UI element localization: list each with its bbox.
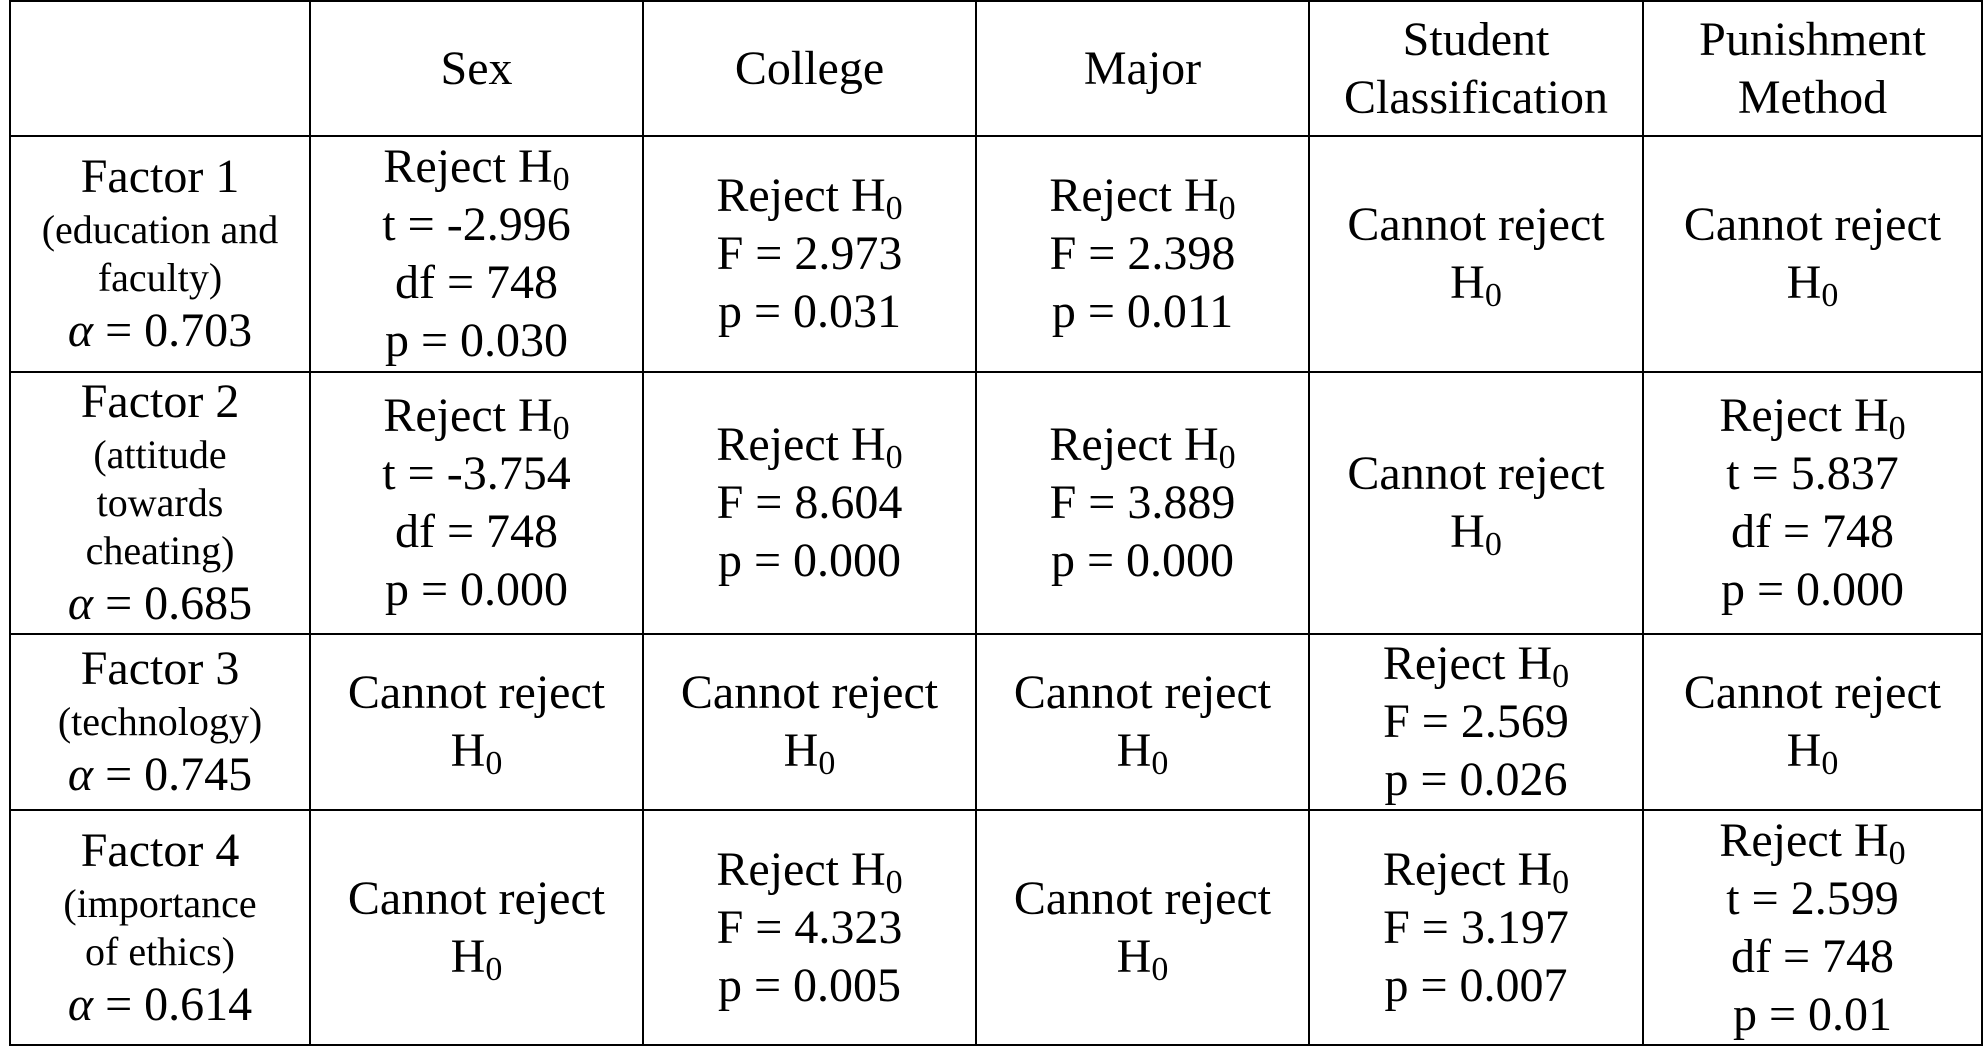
h-subscript: 0 <box>485 745 503 782</box>
result-line <box>1644 812 1981 870</box>
factor-description: (technology) <box>57 699 263 744</box>
test-statistic: p = 0.000 <box>717 534 902 587</box>
result-cell-major <box>976 136 1309 372</box>
test-statistic: df = 748 <box>394 505 559 558</box>
result-cell-sex <box>310 136 643 372</box>
test-statistic: F = 2.398 <box>1049 227 1236 280</box>
null-hypothesis <box>311 928 642 986</box>
header-college <box>643 1 976 136</box>
cronbach-alpha <box>11 302 309 360</box>
h-subscript: 0 <box>485 950 503 988</box>
result-line <box>977 167 1308 225</box>
h-letter: H <box>450 929 486 983</box>
h-letter: H <box>517 140 553 193</box>
result-text: Reject <box>1719 389 1842 442</box>
result-line <box>1310 635 1642 693</box>
factor-description: (attitude <box>93 432 227 477</box>
result-text: Cannot reject <box>680 666 939 719</box>
result-line <box>1310 841 1642 899</box>
test-statistic: F = 4.323 <box>716 900 903 954</box>
alpha-symbol: α <box>67 748 94 801</box>
alpha-symbol: α <box>67 304 94 357</box>
factor-description: faculty) <box>97 255 223 300</box>
h-subscript: 0 <box>818 745 836 782</box>
h-subscript: 0 <box>1821 277 1839 314</box>
h-letter: H <box>850 842 886 896</box>
result-cell-student-classification <box>1309 136 1643 372</box>
h-letter: H <box>1517 637 1553 690</box>
factor-cell <box>10 136 310 372</box>
h-subscript: 0 <box>1151 950 1169 988</box>
test-statistic: p = 0.007 <box>1384 958 1568 1012</box>
header-row <box>10 1 1982 136</box>
factor-description: (importance <box>63 880 257 926</box>
test-statistic: F = 3.889 <box>1049 476 1236 529</box>
result-text: Cannot reject <box>1683 198 1942 251</box>
h-subscript: 0 <box>552 410 570 447</box>
h-subscript: 0 <box>1552 863 1570 901</box>
result-cell-college <box>643 136 976 372</box>
header-punishment-method <box>1643 1 1982 136</box>
h-subscript: 0 <box>885 439 903 476</box>
h-letter: H <box>783 724 819 777</box>
h-subscript: 0 <box>1151 745 1169 782</box>
h-letter: H <box>517 389 553 442</box>
result-text: Cannot reject <box>1347 447 1605 500</box>
factor-description: of ethics) <box>85 928 235 974</box>
factor-cell <box>10 810 310 1045</box>
test-statistic: t = 2.599 <box>1726 871 1899 925</box>
test-statistic: F = 8.604 <box>716 476 903 529</box>
table-row <box>10 634 1982 810</box>
test-statistic: t = -2.996 <box>382 198 571 251</box>
header-sex-label: Sex <box>440 41 513 95</box>
result-cell-punishment-method <box>1643 810 1982 1045</box>
h-letter: H <box>1183 418 1219 471</box>
h-subscript: 0 <box>1552 658 1570 695</box>
header-student-classification <box>1309 1 1643 136</box>
result-cell-major <box>976 634 1309 810</box>
result-text: Cannot reject <box>1013 871 1272 925</box>
h-letter: H <box>1517 842 1553 896</box>
result-cell-major <box>976 372 1309 634</box>
test-statistic: p = 0.026 <box>1384 753 1568 806</box>
cronbach-alpha <box>11 976 309 1034</box>
table-row <box>10 136 1982 372</box>
header-major-label: Major <box>1083 41 1202 95</box>
result-cell-punishment-method <box>1643 136 1982 372</box>
h-subscript: 0 <box>1821 745 1839 782</box>
header-sex <box>310 1 643 136</box>
header-major <box>976 1 1309 136</box>
result-cell-student-classification <box>1309 372 1643 634</box>
result-line <box>644 167 975 225</box>
cronbach-alpha <box>11 746 309 804</box>
h-subscript: 0 <box>552 161 570 198</box>
result-text: Cannot reject <box>347 871 606 925</box>
result-cell-punishment-method <box>1643 634 1982 810</box>
result-text: Reject <box>383 140 506 193</box>
result-line <box>1644 387 1981 445</box>
header-label-line: Student <box>1402 12 1550 66</box>
h-subscript: 0 <box>1218 190 1236 227</box>
result-text: Reject <box>1719 813 1842 867</box>
result-line <box>311 138 642 196</box>
result-text: Cannot reject <box>1683 666 1942 719</box>
result-cell-student-classification <box>1309 634 1643 810</box>
test-statistic: t = -3.754 <box>382 447 571 500</box>
result-text: Cannot reject <box>1013 666 1272 719</box>
null-hypothesis <box>977 722 1308 780</box>
test-statistic: df = 748 <box>1730 929 1895 983</box>
h-letter: H <box>850 418 886 471</box>
null-hypothesis <box>977 928 1308 986</box>
alpha-value: = 0.745 <box>93 748 253 801</box>
result-text: Reject <box>383 389 506 442</box>
result-text: Reject <box>1049 418 1172 471</box>
test-statistic: p = 0.031 <box>717 285 902 338</box>
h-letter: H <box>1786 724 1822 777</box>
h-subscript: 0 <box>885 863 903 901</box>
null-hypothesis <box>1310 254 1642 312</box>
h-letter: H <box>1786 256 1822 309</box>
result-cell-sex <box>310 810 643 1045</box>
result-line <box>977 416 1308 474</box>
header-label-line: Classification <box>1344 70 1608 124</box>
h-subscript: 0 <box>1888 834 1906 872</box>
h-subscript: 0 <box>1888 410 1906 447</box>
corner-cell <box>10 1 310 136</box>
result-text: Cannot reject <box>1347 198 1605 251</box>
test-statistic: p = 0.011 <box>1051 285 1234 338</box>
factor-description: towards <box>96 480 224 525</box>
table-row <box>10 372 1982 634</box>
test-statistic: p = 0.01 <box>1732 987 1893 1041</box>
alpha-value: = 0.614 <box>93 977 253 1031</box>
result-cell-student-classification <box>1309 810 1643 1045</box>
h-letter: H <box>1450 505 1485 558</box>
test-statistic: F = 2.569 <box>1383 695 1569 748</box>
result-cell-sex <box>310 634 643 810</box>
null-hypothesis <box>311 722 642 780</box>
result-cell-sex <box>310 372 643 634</box>
factor-description: cheating) <box>85 528 235 573</box>
test-statistic: p = 0.000 <box>1720 563 1905 616</box>
null-hypothesis <box>1644 254 1981 312</box>
result-line <box>644 416 975 474</box>
cronbach-alpha <box>11 575 309 633</box>
h-letter: H <box>1450 256 1485 309</box>
result-cell-college <box>643 810 976 1045</box>
factor-cell <box>10 372 310 634</box>
alpha-symbol: α <box>67 977 94 1031</box>
result-text: Reject <box>1382 842 1506 896</box>
h-letter: H <box>1116 724 1152 777</box>
h-subscript: 0 <box>885 190 903 227</box>
test-statistic: F = 3.197 <box>1383 900 1569 954</box>
h-subscript: 0 <box>1484 277 1502 314</box>
result-text: Reject <box>1049 169 1172 222</box>
result-text: Reject <box>716 842 839 896</box>
null-hypothesis <box>1644 722 1981 780</box>
result-text: Reject <box>716 418 839 471</box>
result-cell-college <box>643 634 976 810</box>
test-statistic: p = 0.000 <box>1050 534 1235 587</box>
test-statistic: df = 748 <box>1730 505 1895 558</box>
header-label-line: Punishment <box>1699 12 1926 66</box>
factor-cell <box>10 634 310 810</box>
result-line <box>311 387 642 445</box>
result-text: Cannot reject <box>347 666 606 719</box>
h-letter: H <box>450 724 486 777</box>
h-letter: H <box>1116 929 1152 983</box>
result-cell-punishment-method <box>1643 372 1982 634</box>
h-letter: H <box>1853 813 1889 867</box>
test-statistic: t = 5.837 <box>1726 447 1899 500</box>
test-statistic: p = 0.005 <box>717 958 902 1012</box>
h-letter: H <box>1853 389 1889 442</box>
result-cell-major <box>976 810 1309 1045</box>
test-statistic: p = 0.030 <box>384 314 569 367</box>
factor-description: (education and <box>41 207 279 252</box>
null-hypothesis <box>1310 503 1642 561</box>
hypothesis-results-table <box>9 0 1983 1046</box>
alpha-value: = 0.685 <box>93 577 253 630</box>
test-statistic: p = 0.000 <box>384 563 569 616</box>
header-college-label: College <box>734 41 885 95</box>
h-subscript: 0 <box>1484 526 1502 563</box>
factor-name: Factor 3 <box>80 642 240 695</box>
alpha-symbol: α <box>67 577 94 630</box>
result-text: Reject <box>716 169 839 222</box>
factor-name: Factor 2 <box>80 375 240 428</box>
header-label-line: Method <box>1737 70 1888 124</box>
test-statistic: F = 2.973 <box>716 227 903 280</box>
result-text: Reject <box>1382 637 1506 690</box>
factor-name: Factor 1 <box>80 150 240 203</box>
result-cell-college <box>643 372 976 634</box>
alpha-value: = 0.703 <box>93 304 253 357</box>
h-subscript: 0 <box>1218 439 1236 476</box>
factor-name: Factor 4 <box>80 823 240 877</box>
h-letter: H <box>850 169 886 222</box>
result-line <box>644 841 975 899</box>
null-hypothesis <box>644 722 975 780</box>
h-letter: H <box>1183 169 1219 222</box>
table-row <box>10 810 1982 1045</box>
test-statistic: df = 748 <box>394 256 559 309</box>
